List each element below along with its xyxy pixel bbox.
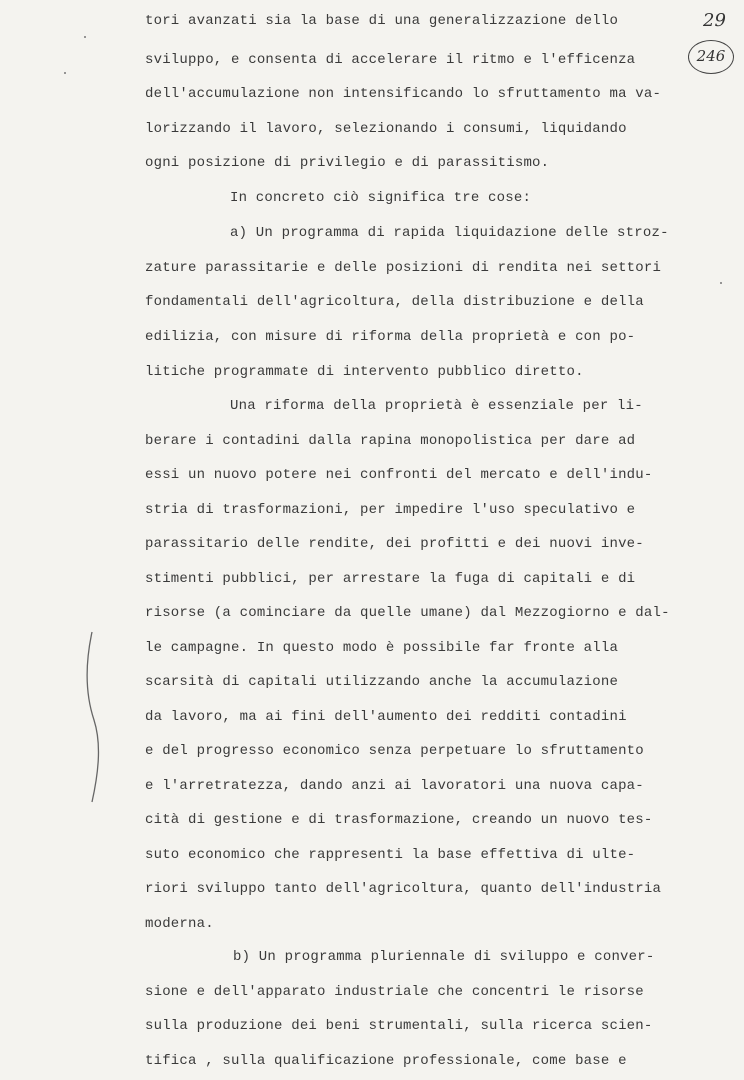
margin-bracket-mark bbox=[80, 630, 110, 805]
text-line: fondamentali dell'agricoltura, della distribuzione e della bbox=[145, 294, 644, 310]
text-line: suto economico che rappresenti la base effettiva di ulte- bbox=[145, 847, 636, 863]
paper-speck bbox=[720, 282, 722, 284]
text-line: stria di trasformazioni, per impedire l'uso speculativo e bbox=[145, 502, 636, 518]
page-number-circled: 246 bbox=[688, 40, 734, 74]
page-number-handwritten: 29 bbox=[703, 10, 726, 31]
text-line: stimenti pubblici, per arrestare la fuga di capitali e di bbox=[145, 571, 636, 587]
text-line: risorse (a cominciare da quelle umane) dal Mezzogiorno e dal- bbox=[145, 605, 670, 621]
text-line: parassitario delle rendite, dei profitti e dei nuovi inve- bbox=[145, 536, 644, 552]
text-line: essi un nuovo potere nei confronti del mercato e dell'indu- bbox=[145, 467, 653, 483]
paper-speck bbox=[64, 72, 66, 74]
text-line: scarsità di capitali utilizzando anche la accumulazione bbox=[145, 674, 619, 690]
text-line: zature parassitarie e delle posizioni di rendita nei settori bbox=[145, 260, 662, 276]
text-line: litiche programmate di intervento pubblico diretto. bbox=[145, 364, 584, 380]
text-line: a) Un programma di rapida liquidazione delle stroz- bbox=[230, 225, 669, 241]
text-line: sione e dell'apparato industriale che concentri le risorse bbox=[145, 984, 644, 1000]
text-line: Una riforma della proprietà è essenziale per li- bbox=[230, 398, 643, 414]
text-line: e del progresso economico senza perpetuare lo sfruttamento bbox=[145, 743, 644, 759]
text-line: lorizzando il lavoro, selezionando i consumi, liquidando bbox=[145, 121, 627, 137]
paper-speck bbox=[84, 36, 86, 38]
text-line: tori avanzati sia la base di una generalizzazione dello bbox=[145, 13, 619, 29]
text-line: moderna. bbox=[145, 916, 214, 932]
text-line: da lavoro, ma ai fini dell'aumento dei redditi contadini bbox=[145, 709, 627, 725]
text-line: sulla produzione dei beni strumentali, sulla ricerca scien- bbox=[145, 1018, 653, 1034]
text-line: sviluppo, e consenta di accelerare il ritmo e l'efficenza bbox=[145, 52, 636, 68]
text-line: ogni posizione di privilegio e di parassitismo. bbox=[145, 155, 550, 171]
text-line: tifica , sulla qualificazione professionale, come base e bbox=[145, 1053, 627, 1069]
text-line: riori sviluppo tanto dell'agricoltura, quanto dell'industria bbox=[145, 881, 662, 897]
text-line: e l'arretratezza, dando anzi ai lavoratori una nuova capa- bbox=[145, 778, 644, 794]
text-line: dell'accumulazione non intensificando lo sfruttamento ma va- bbox=[145, 86, 662, 102]
text-line: berare i contadini dalla rapina monopolistica per dare ad bbox=[145, 433, 636, 449]
text-line: edilizia, con misure di riforma della proprietà e con po- bbox=[145, 329, 636, 345]
text-line: b) Un programma pluriennale di sviluppo e conver- bbox=[233, 949, 655, 965]
text-line: In concreto ciò significa tre cose: bbox=[230, 190, 532, 206]
text-line: le campagne. In questo modo è possibile far fronte alla bbox=[145, 640, 619, 656]
text-line: cità di gestione e di trasformazione, creando un nuovo tes- bbox=[145, 812, 653, 828]
